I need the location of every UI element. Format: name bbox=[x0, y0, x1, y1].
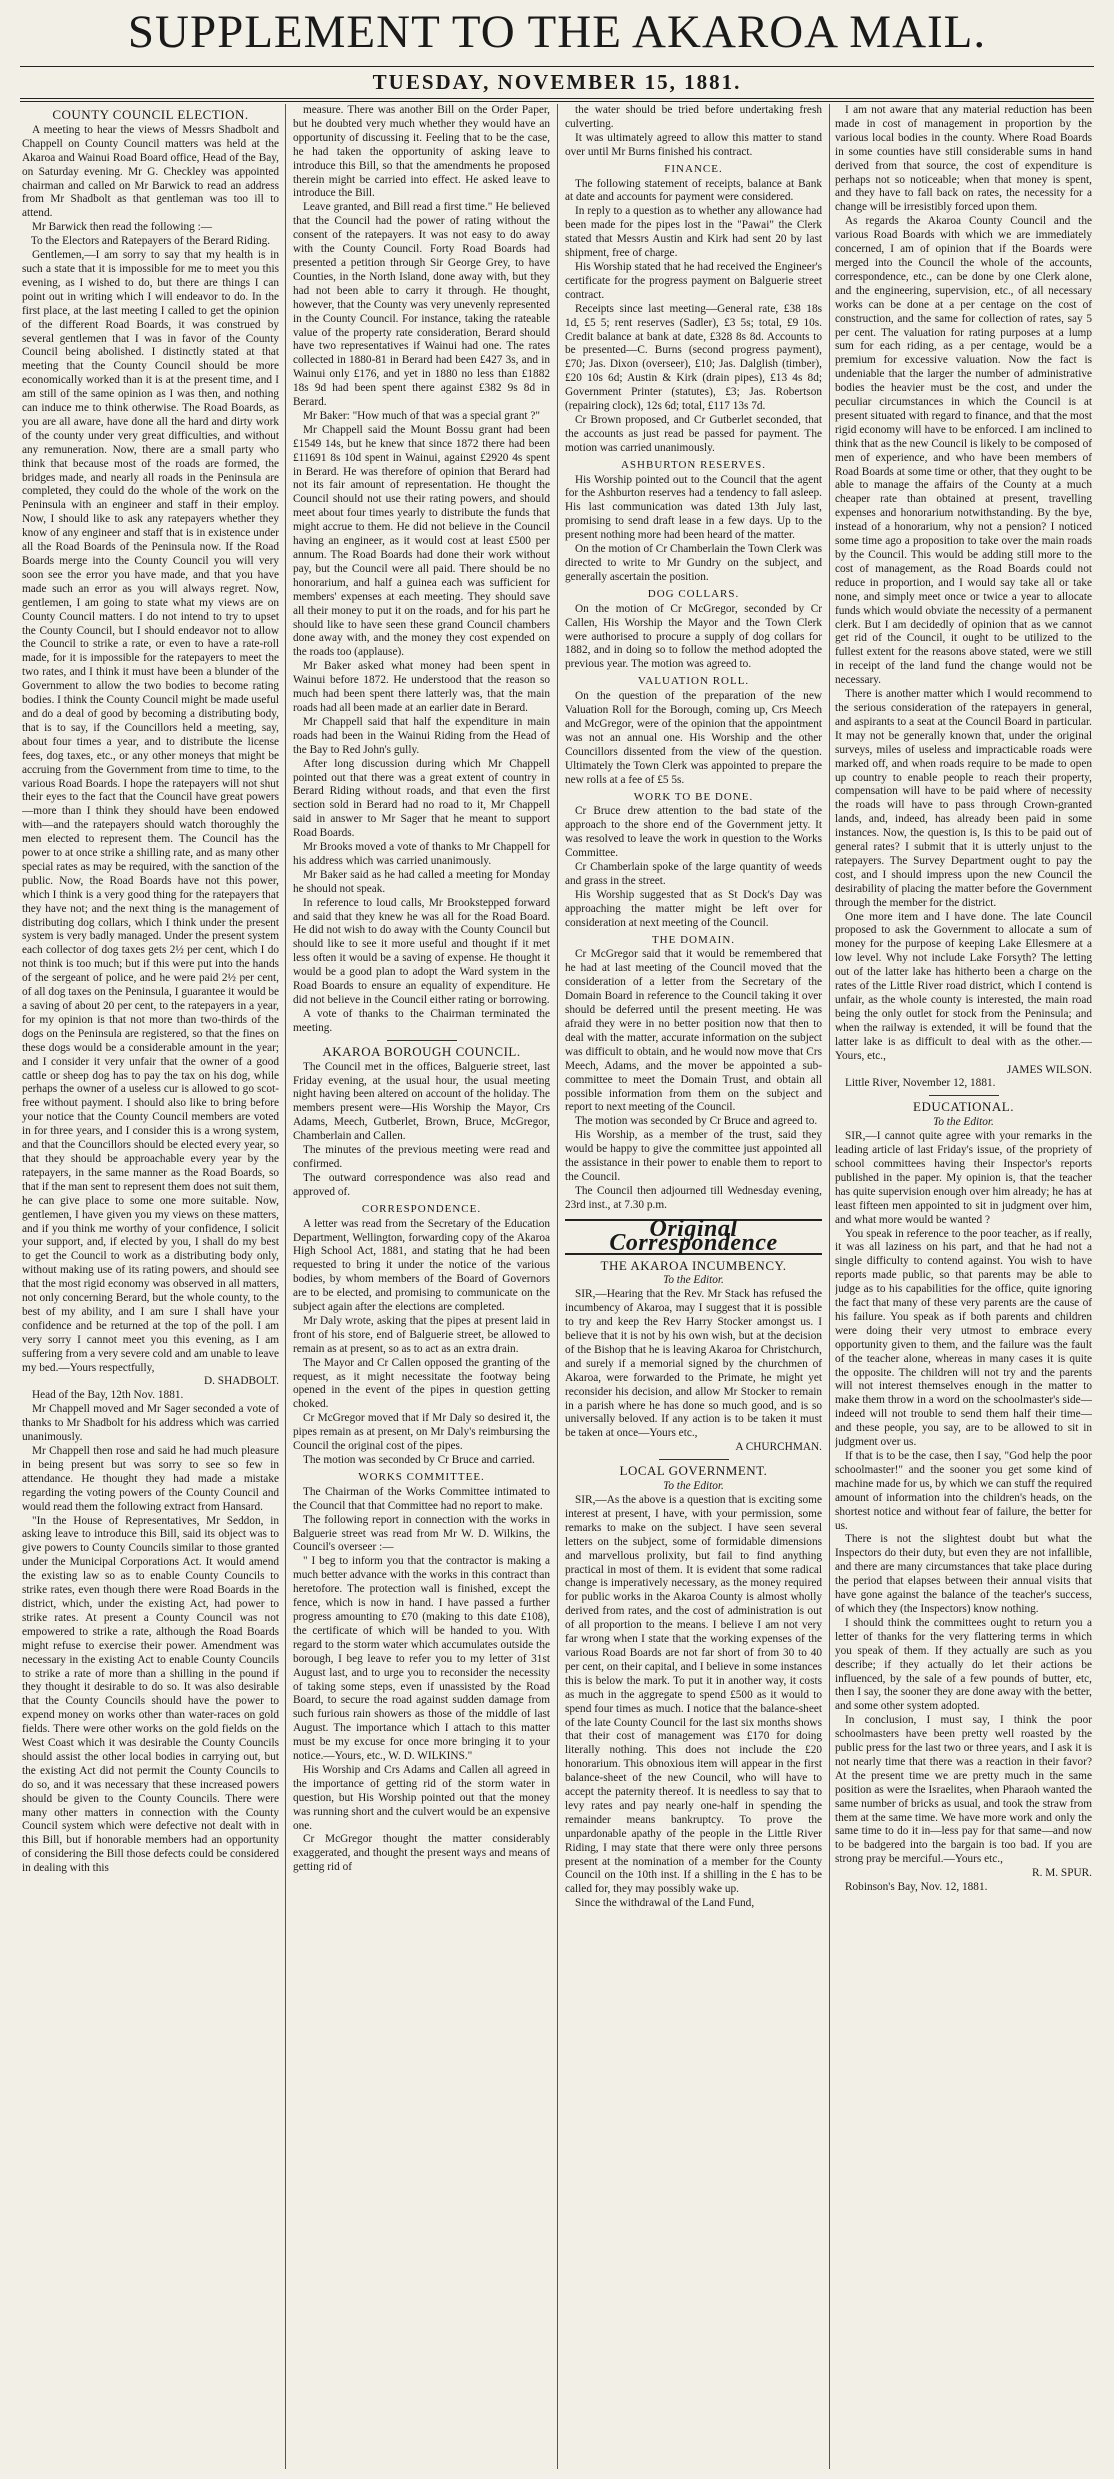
paragraph: Cr Chamberlain spoke of the large quantity of weeds and grass in the street. bbox=[565, 861, 822, 887]
signature: D. SHADBOLT. bbox=[203, 1375, 279, 1388]
paragraph: Mr Daly wrote, asking that the pipes at present laid in front of his store, end of Balguerie street, be allowed to remain as at present, so as to act as an extra drain. bbox=[293, 1314, 550, 1355]
paragraph: His Worship suggested that as St Dock's Day was approaching the matter might be left over for consideration at next meeting of the Council. bbox=[565, 888, 822, 929]
signature: A CHURCHMAN. bbox=[735, 1441, 822, 1454]
paragraph: Mr Baker asked what money had been spent in Wainui before 1872. He understood that the reason so much had been spent there latterly was, that the main roads had all been made at an earlier date in Berard. bbox=[293, 660, 550, 714]
paragraph: You speak in reference to the poor teacher, as if really, it was all laziness on his part, and that he had not a single difficulty to contend against. You wish to have reports made public, so that parents may be able to judge as to his capabilities for the office, quite ignoring the fact that many of these very parents are the cause of his failure. You speak as if both parents and children were doing their very utmost to embrace every opportunity given to them, and the failure was the fault of the teacher alone, whereas in many cases it is quite the opposite. The children will not try and the parents will not interest themselves enough in the matter to make them throw in a word on the schoolmaster's side—indeed will not trouble to send them half their time—and these people, you say, are to be allowed to sit in judgment over us. bbox=[835, 1227, 1092, 1449]
paragraph: The motion was seconded by Cr Bruce and carried. bbox=[303, 1454, 535, 1466]
paragraph: SIR,—As the above is a question that is exciting some interest at present, I have, with your permission, some remarks to make on the subject. I have seen several letters on the subject, some of formidable dimensions and marvellous prolixity, but fail to find anything practical in most of them. It is evident that some radical change is imperatively necessary, as the money required for public works in the Akaroa County is almost wholly derived from rates, and the cost of administration is out of all proportion to the means. I believe I am not very far wrong when I state that the working expenses of the various Road Boards are not far short of from 30 to 40 per cent, on their capital, and I believe in some instances this is below the mark. To put it in another way, it costs as much in the aggregate to spend £500 as it would to spend four times as much. I notice that the balance-sheet of the late County Council for the last six months shows that their cost of management was £170 for doing literally nothing. This does not include the £20 honorarium. This obnoxious item will appear in the first balance-sheet of the new Council, who will have to accept the paternity thereof. It is needless to say that to levy rates and pay nearly one-half in spending the remainder means bankruptcy. To prove the unpardonable apathy of the people in the Little River Riding, I may state that there were only three persons present at the nomination of a member for the County Council on the 10th inst. If a shilling in the £ has to be called for, they may possibly wake up. bbox=[565, 1494, 822, 1896]
paragraph: A vote of thanks to the Chairman terminated the meeting. bbox=[293, 1007, 550, 1034]
paragraph: A meeting to hear the views of Messrs Shadbolt and Chappell on County Council matters was held at the Akaroa and Wainui Road Board office, Head of the Bay, on Saturday evening. Mr G. Checkley was appointed chairman and called on Mr Barwick to read an address from Mr Shadbolt as that gentleman was too ill to attend. bbox=[22, 123, 279, 220]
paragraph: Cr McGregor moved that if Mr Daly so desired it, the pipes remain as at present, on Mr Daly's reimbursing the Council the original cost of the pipes. bbox=[293, 1412, 550, 1453]
article-heading: AKAROA BOROUGH COUNCIL. bbox=[322, 1043, 521, 1059]
dateline: Little River, November 12, 1881. bbox=[845, 1077, 996, 1090]
paragraph: In reference to loud calls, Mr Brookstepped forward and said that they knew he was all for the Road Board. He did not wish to do away with the County Council but should like to see it more useful and thought if it met less often it would be a saving of expense. He thought it would be a good plan to adopt the Ward system in the Road Boards to ensure an equality of expenditure. He did not believe in the Council either rating or borrowing. bbox=[293, 896, 550, 1006]
section-rule bbox=[387, 1040, 457, 1041]
paragraph: It was ultimately agreed to allow this matter to stand over until Mr Burns finished his contract. bbox=[565, 131, 822, 158]
section-banner: Original Correspondence bbox=[565, 1219, 822, 1255]
column-divider bbox=[557, 104, 558, 2469]
column-2 bbox=[293, 104, 550, 2469]
date-rule-bottom bbox=[20, 101, 1094, 102]
paragraph: On the motion of Cr McGregor, seconded by Cr Callen, His Worship the Mayor and the Town Clerk were authorised to procure a supply of dog collars for 1882, and in doing so to follow the method adopted the previous year. The motion was agreed to. bbox=[565, 602, 822, 671]
paragraph: Mr Chappell then rose and said he had much pleasure in being present but was sorry to see so few in attendance. He thought they had made a mistake regarding the voting powers of the County Council and would read them the following extract from Hansard. bbox=[22, 1445, 279, 1513]
newspaper-columns bbox=[22, 104, 1092, 2469]
paragraph: The outward correspondence was also read and approved of. bbox=[293, 1171, 550, 1198]
subheading: ASHBURTON RESERVES. bbox=[620, 458, 766, 471]
paragraph: His Worship pointed out to the Council that the agent for the Ashburton reserves had a tendency to fall asleep. His last communication was dated 13th July last, promising to send draft lease in a few days. Up to the present nothing more had been heard of the matter. bbox=[565, 473, 822, 542]
paragraph: Cr McGregor said that it would be remembered that he had at last meeting of the Council moved that the consideration of a letter from the Secretary of the Domain Board in reference to the Council taking it over should be deferred until the present meeting. He was afraid they were in no better position now that then to deal with the matter, accurate information on the subject was difficult to obtain, and he would now move that Crs Meech, Adams, and the mover be appointed a sub-committee to meet the Domain Trust, and obtain all possible information from them on the subject and report to next meeting of the Council. bbox=[565, 948, 822, 1114]
paragraph: His Worship and Crs Adams and Callen all agreed in the importance of getting rid of the storm water in question, but His Worship pointed out that the money was running short and the culvert would be an expensive one. bbox=[293, 1763, 550, 1832]
paragraph: Cr Bruce drew attention to the bad state of the approach to the shore end of the Government jetty. It was resolved to leave the work in question to the Works Committee. bbox=[565, 805, 822, 860]
paragraph: Since the withdrawal of the Land Fund, bbox=[575, 1897, 755, 1910]
column-3 bbox=[565, 104, 822, 2469]
paragraph: One more item and I have done. The late Council proposed to ask the Government to allocate a sum of money for the purpose of keeping Lake Ellesmere at a low level. Why not include Lake Forsyth? The letting out of the latter lake has hitherto been a charge on the rates of the Little River road district, which I contend is unfair, as the whole county is interested, the main road being the only outlet for stock from the Peninsula; and when the railway is extended, it will be found that the latter lake is as difficult to deal with as the other.—Yours, etc., bbox=[835, 910, 1092, 1062]
column-divider bbox=[829, 104, 830, 2469]
paragraph: The Council then adjourned till Wednesday evening, 23rd inst., at 7.30 p.m. bbox=[565, 1184, 822, 1211]
paragraph: Gentlemen,—I am sorry to say that my health is in such a state that it is impossible for me to meet you this evening, as I wished to do, but there are things I can point out in writing which I will endeavor to do. In the first place, at the last meeting I called to get the opinion of the different Road Boards, it was construed by several gentlemen that I was in favor of the County Council being abolished. I distinctly stated at that meeting that the County Council should be more economically worked than it is at the present time, and I am still of the same opinion as I was then, and nothing can induce me to think otherwise. The Road Boards, as you are all aware, have done all the hard and dirty work of the county under very great difficulties, and without any remuneration. Now, there are a small party who think that because most of the roads are formed, the bridges made, and nearly all roads in the Peninsula are completed, they could do the whole of the work on the Peninsula with an engineer and staff in their employ. Now, I should like to ask any ratepayers whether they know of any engineer and staff that is in existence under all the Road Boards of the Peninsula now. If the Road Boards merge into the County Council you will very soon see the error you have made, and that you have made such an error as you will always regret. Now, gentlemen, I am going to state what my views are on County Council matters. I do not intend to try to upset the County Council, but I should endeavor not to allow the Council to strike a rate, or even to have a rate-roll made, for it is impossible for the ratepayers to meet the two rates, and I think it must have been a blunder of the Government to allow the two bodies to become rating bodies. I think the County Council might be made useful and do a deal of good by becoming a distributing body, that is to say, if the Councillors held a meeting, say, about four times a year, and to distribute the license fees, dog taxes, etc., or any other moneys that might be accruing from the Government from time to time, to the various Road Boards. I hope the ratepayers will not shut their eyes to the fact that the Council have great powers—more than I think they should have been endowed with—and the ratepayers should watch thoroughly the men elected to represent them. The Council has the power to at once strike a shilling rate, and as many other special rates as may be required, with the sanction of the public. Now, the Road Boards have not this power, which I think is a very good thing for the ratepayers that they have not; and the next thing is the management of distributing dog collars, which I think under the present system is very badly managed. Under the present system each collector of dog taxes gets 2½ per cent, which I do not think is too much; but if this were put into the hands of the sergeant of police, and he were paid 2½ per cent, of all dog taxes on the Peninsula, I guarantee it would be a saving of about 20 per cent, to the ratepayers in a year, for my opinion is that not more than two-thirds of the dogs on the Peninsula are registered, so that the fines on these dogs would be a considerable amount in the year; and I consider it very unfair that the owner of a good cattle or sheep dog has to pay the tax on his dog, while perhaps the owner of a useless cur is allowed to go scot-free without payment. I should also like to bring before your notice that the County Council members are voted in for three years, and I consider this is a wrong system, and that the Councillors should be elected every year, so that they should be approachable every year by the ratepayers, in the same manner as the Road Boards, so that if the man sent to represent them does not suit them, he can give place to some one more suitable. Now, gentlemen, I have given you my views on these matters, and if you think me worthy of your confidence, I solicit your support, and, if elected by you, I shall do my best to get the Council to work as a distributing body only, without making use of its rating powers, and should see that the most rigid economy was observed in all matters, not only concerning Berard, but the whole county, to the best of my ability, and I am sure I shall have your confidence and be returned at the top of the poll. I am very sorry I cannot meet you this evening, as I am suffering from a very severe cold and am unable to leave my bed.—Yours respectfully, bbox=[22, 249, 279, 1374]
paragraph: I should think the committees ought to return you a letter of thanks for the very flattering terms in which you speak of them. If they actually are such as you describe; if they actually do let their actions be influenced, by the sale of a few pounds of butter, etc, then I say, the sooner they are done away with the better, and some other system adopted. bbox=[835, 1616, 1092, 1713]
paragraph: There is another matter which I would recommend to the serious consideration of the ratepayers in general, and aspirants to a seat at the Council Board in particular. It may not be generally known that, under the original surveys, miles of useless and impracticable roads were marked off, and when roads require to be made to open up country to enable people to reach their property, compensation will have to be paid where of necessity the roads will have to pass through Crown-granted lands, and, indeed, has already been paid in some instances. Now, the question is, Is this to be paid out of general rates? I submit that it is utterly unjust to the ratepayers. The Survey Department ought to pay the cost, and I should impress upon the new Council the desirability of placing the matter before the Government through the member for the district. bbox=[835, 688, 1092, 909]
paragraph: There is not the slightest doubt but what the Inspectors do their duty, but even they are not infallible, and there are many circumstances that take place during the period that elapses between their annual visits that have gone against the balance of the teacher's success, of which they (the Inspectors) know nothing. bbox=[835, 1533, 1092, 1615]
paragraph: " I beg to inform you that the contractor is making a much better advance with the works in this contract than heretofore. The protection wall is finished, except the fence, which is now in hand. I have passed a further progress amounting to £70 (making to this date £108), the certificate of which will be handed to you. With regard to the storm water which accumulates outside the borough, I beg leave to refer you to my letter of 31st August last, and to urge you to reconsider the necessity of taking some steps, even if unassisted by the Road Board, to secure the road against sudden damage from such furious rain showers as those of the middle of last August. The importance which I attach to this matter must be my excuse for once more bringing it to your notice.—Yours, etc., W. D. WILKINS." bbox=[293, 1555, 550, 1763]
paragraph: The motion was seconded by Cr Bruce and agreed to. bbox=[575, 1115, 818, 1128]
paragraph: SIR,—I cannot quite agree with your remarks in the leading article of last Friday's issue, of the propriety of school committees having their Inspector's reports published in the paper. My opinion is, that the teacher has quite supervision enough over him already; he has at least fifteen men appointed to sit in judgment over him, and what more would be wanted ? bbox=[835, 1130, 1092, 1226]
subheading: THE DOMAIN. bbox=[651, 933, 736, 946]
paragraph: Mr Baker said as he had called a meeting for Monday he should not speak. bbox=[293, 868, 550, 895]
paragraph: Cr McGregor thought the matter considerably exaggerated, and thought the present ways and means of getting rid of bbox=[293, 1833, 550, 1874]
subheading: FINANCE. bbox=[664, 162, 723, 175]
column-divider bbox=[285, 104, 286, 2469]
subheading: WORK TO BE DONE. bbox=[633, 790, 754, 803]
paragraph: The Council met in the offices, Balguerie street, last Friday evening, at the usual hour, the usual meeting night having been altered on account of the holiday. The members present were—His Worship the Mayor, Crs Adams, Meech, Gutberlet, Brown, Bruce, McGregor, Chamberlain and Callen. bbox=[293, 1060, 550, 1143]
section-rule bbox=[929, 1095, 999, 1096]
subheading: VALUATION ROLL. bbox=[637, 675, 750, 688]
paragraph: A letter was read from the Secretary of the Education Department, Wellington, forwarding copy of the Akaroa High School Act, 1881, and stating that he had been requested to bring it under the notice of the various bodies, by whom members of the Board of Governors are to be elected, and promising to communicate on the subject again after the elections are completed. bbox=[293, 1217, 550, 1314]
signature: JAMES WILSON. bbox=[1006, 1063, 1092, 1076]
paragraph: measure. There was another Bill on the Order Paper, but he doubted very much whether they would have an opportunity of discussing it. Feeling that to be the case, he had taken the opportunity of asking leave to introduce this Bill, so that the amendments he proposed therein might be carried into effect. He asked leave to introduce the Bill. bbox=[293, 104, 550, 200]
article-heading: LOCAL GOVERNMENT. bbox=[619, 1463, 768, 1479]
issue-date: TUESDAY, NOVEMBER 15, 1881. bbox=[372, 70, 742, 94]
paragraph: In reply to a question as to whether any allowance had been made for the pipes lost in the "Pawai" the Clerk stated that Messrs Austin and Kirk had sent 20 by last shipment, free of charge. bbox=[565, 205, 822, 260]
paragraph: "In the House of Representatives, Mr Seddon, in asking leave to introduce this Bill, said its object was to give powers to County Councils similar to those granted under the Municipal Corporations Act. It would amend the existing law so as to enable County Councils to strike rates, even though there were Road Boards in the district, which, under the existing Act, had power to strike rates. At present a County Council was not empowered to strike a rate, although the Road Boards might refuse to exercise their power. Amendment was necessary in the existing Act to enable County Councils to strike a rate of more than a shilling in the pound if they thought it desirable to do so. It was also desirable that the County Councils should have the power to expend money on works other than water-races on gold fields. There were other works on the gold fields on the West Coast which it was desirable the County Councils should assist the other local bodies in carrying out, but the existing Act did not permit the County Councils to do so, and it was necessary that these increased powers should be given to the County Councils. There were many other matters in connection with the County Council system which were defective not dealt with in this Bill, but if honorable members had an opportunity of considering the Bill those defects could be considered in dealing with this bbox=[22, 1514, 279, 1875]
paragraph: SIR,—Hearing that the Rev. Mr Stack has refused the incumbency of Akaroa, may I suggest that it is possible to try and keep the Rev Harry Stocker amongst us. I believe that it is not by his own wish, but at the decision of the Bishop that he is leaving Akaroa for Christchurch, and surely if a memorial signed by the churchmen of Akaroa, were forwarded to the Primate, he might yet reconsider his decision, and allow Mr Stocker to remain in a parish where he has done so much good, and is so universally beloved. If any action is to be taken it must be taken at once—Yours etc., bbox=[565, 1288, 822, 1440]
subheading: DOG COLLARS. bbox=[647, 587, 740, 600]
article-heading: COUNTY COUNCIL ELECTION. bbox=[52, 107, 249, 122]
paragraph: On the motion of Cr Chamberlain the Town Clerk was directed to write to Mr Gundry on the subject, and generally ascertain the position. bbox=[565, 543, 822, 583]
paragraph: Mr Chappell moved and Mr Sager seconded a vote of thanks to Mr Shadbolt for his address which was carried unanimously. bbox=[22, 1403, 279, 1444]
to-editor: To the Editor. bbox=[933, 1116, 994, 1129]
paragraph: the water should be tried before undertaking fresh culverting. bbox=[565, 104, 822, 130]
paragraph: Mr Baker: "How much of that was a special grant ?" bbox=[303, 409, 540, 422]
paragraph: Mr Chappell said that half the expenditure in main roads had been in the Wainui Riding from the Head of the Bay to Red John's gully. bbox=[293, 715, 550, 756]
paragraph: His Worship stated that he had received the Engineer's certificate for the progress payment on Balguerie street contract. bbox=[565, 260, 822, 301]
address-heading: To the Electors and Ratepayers of the Berard Riding. bbox=[30, 235, 271, 248]
paragraph: On the question of the preparation of the new Valuation Roll for the Borough, coming up, Crs Meech and McGregor, were of the opinion that the appointment was not an annual one. His Worship and the other Councillors dissented from the view of the question. Ultimately the Town Clerk was appointed to prepare the new rolls at a fee of £5 5s. bbox=[565, 690, 822, 786]
article-heading: THE AKAROA INCUMBENCY. bbox=[600, 1257, 787, 1273]
masthead-rule bbox=[20, 66, 1094, 67]
paragraph: The following statement of receipts, balance at Bank at date and accounts for payment were considered. bbox=[565, 177, 822, 204]
masthead-title: SUPPLEMENT TO THE AKAROA MAIL. bbox=[127, 6, 987, 58]
paragraph: Leave granted, and Bill read a first time." He believed that the Council had the power of rating without the consent of the ratepayers. It was not easy to do away with the County Council. Forty Road Boards had presented a petition through Sir George Grey, to have Counties, in the North Island, done away with, but they had not been able to carry it through. He thought, however, that the County was very unevenly represented in the County Council. For instance, taking the rateable value of the property rate consideration, Berard should have two representatives if Wainui had one. The rates collected in 1880-81 in Berard had been £427 3s, and in Wainui only £176, and yet in 1880 no less than £1882 18s 9d had been spent there against £382 9s 8d in Berard. bbox=[293, 201, 550, 409]
paragraph: The Chairman of the Works Committee intimated to the Council that that Committee had no report to make. bbox=[293, 1485, 550, 1512]
paragraph: I am not aware that any material reduction has been made in cost of management in proportion by the various local bodies in the county. Where Road Boards in some counties have still considerable sums in hand derived from that source, the cost of expenditure is perhaps not so noticeable; when that money is spent, and they have to fall back on rates, the necessity for a change will be irresistibly forced upon them. bbox=[835, 104, 1092, 214]
subheading: WORKS COMMITTEE. bbox=[358, 1470, 485, 1483]
paragraph: As regards the Akaroa County Council and the various Road Boards with which we are immediately concerned, I am of opinion that if the Boards were merged into the Council the whole of the accounts, correspondence, etc., can be done by one Clerk alone, and the engineering, supervision, etc., of all necessary works can be done at a per centage on the cost of construction, and the same for collection of rates, say 5 per cent. The valuation for rating purposes at a lump sum for each riding, as a per centage, would be a premium for excessive valuation. Now the fact is undeniable that the larger the number of administrative bodies the heavier must be the cost, and under the peculiar circumstances in which the Council is at present situated with regard to finance, and that the most rigid economy will have to be enforced. I am inclined to think that as the new Council is likely to be composed of men of experience, and who have been members of Road Boards at some time or other, that they ought to be able to manage the affairs of the County at a much cheaper rate than obtained at present, travelling expenses and honorarium notwithstanding. By the bye, instead of a honorarium, why not a pension? I noticed some time ago a proposition to take over the main roads by the Council. This would be adding still more to the cost of management, as the Road Boards could not reduce in proportion, and I would say take all or take none, and simply meet once or twice a year to allocate funds which would obviate the necessity of a permanent clerk. But I am decidedly of opinion that as we cannot get rid of the Council, it ought to be utilized to the fullest extent for the reasons above stated, were we still in receipt of the land fund the change would not be necessary. bbox=[835, 215, 1092, 687]
subheading: CORRESPONDENCE. bbox=[361, 1202, 482, 1215]
dateline: Head of the Bay, 12th Nov. 1881. bbox=[32, 1389, 184, 1402]
paragraph: Receipts since last meeting—General rate, £38 18s 1d, £5 5; rent reserves (Sadler), £3 5s; total, £9 10s. Credit balance at bank at date, £328 8s 8d. Accounts to be presented—C. Burns (second progress payment), £70; Jas. Dixon (overseer), £10; Jas. Dalglish (timber), £20 10s 6d; Austin & Kirk (drain pipes), £13 4s 8d; Government Printer (statutes), £3; Jas. Robertson (repairing clock), 12s 6d; total, £117 13s 7d. bbox=[565, 302, 822, 413]
paragraph: The following report in connection with the works in Balguerie street was read from Mr W. D. Wilkins, the Council's overseer :— bbox=[293, 1513, 550, 1554]
paragraph: If that is to be the case, then I say, "God help the poor schoolmaster!" and the sooner you get some kind of machine made for us, by which we can stuff the required amount of information into the children's heads, on the shortest notice and without fear of failure, the better for us. bbox=[835, 1450, 1092, 1532]
section-rule bbox=[659, 1459, 729, 1460]
column-4 bbox=[835, 104, 1092, 2469]
paragraph: Mr Chappell said the Mount Bossu grant had been £1549 14s, but he knew that since 1872 there had been £11691 8s 10d spent in Wainui, against £2920 4s spent in Berard. He was therefore of opinion that Berard had not its fair amount of representation. He thought the Council should not use their rating powers, and should meet about four times yearly to distribute the funds that might accrue to them. He did not believe in the Council having an engineer, as it would cost at least £500 per annum. The Road Boards had done their work without pay, but the Council were all paid. There should be no honorarium, and half a guinea each was sufficient for members' expenses at each meeting. They should save all their money to put it on the roads, and for his part he should like to have seen these grand Council chambers done away with, and the money they cost expended on the roads too (applause). bbox=[293, 423, 550, 659]
signature: R. M. SPUR. bbox=[1032, 1867, 1092, 1880]
paragraph: The minutes of the previous meeting were read and confirmed. bbox=[293, 1144, 550, 1170]
to-editor: To the Editor. bbox=[663, 1274, 724, 1287]
paragraph: After long discussion during which Mr Chappell pointed out that there was a great extent of country in Berard Riding without roads, and that even the first section sold in Berard had no road to it, Mr Chappell said in answer to Mr Sager that he meant to support Road Boards. bbox=[293, 757, 550, 840]
date-rule-top bbox=[20, 98, 1094, 99]
paragraph: The Mayor and Cr Callen opposed the granting of the request, as it might necessitate the footway being opened in the event of the pipes in question getting choked. bbox=[293, 1356, 550, 1411]
dateline: Robinson's Bay, Nov. 12, 1881. bbox=[845, 1881, 988, 1894]
paragraph: In conclusion, I must say, I think the poor schoolmasters have been pretty well roasted by the public press for the last two or three years, and I ask it is not nearly time that there was a reaction in their favor? At the present time we are pretty much in the same position as were the Israelites, when Pharaoh wanted the same number of bricks as usual, and took the straw from them at the same time. We have more work and only the same time to do it in—less pay for that same—and now to be badgered into the bargain is too bad. If you are strong pray be merciful.—Yours etc., bbox=[835, 1714, 1092, 1866]
column-1 bbox=[22, 104, 279, 2469]
to-editor: To the Editor. bbox=[663, 1480, 724, 1493]
paragraph: Cr Brown proposed, and Cr Gutberlet seconded, that the accounts as just read be passed for payment. The motion was carried unanimously. bbox=[565, 413, 822, 454]
paragraph: Mr Barwick then read the following :— bbox=[32, 221, 213, 234]
paragraph: His Worship, as a member of the trust, said they would be happy to give the committee just appointed all the assistance in their power to enable them to report to the Council. bbox=[565, 1129, 822, 1183]
paragraph: Mr Brooks moved a vote of thanks to Mr Chappell for his address which was carried unanimously. bbox=[293, 841, 550, 867]
article-heading: EDUCATIONAL. bbox=[913, 1099, 1014, 1115]
